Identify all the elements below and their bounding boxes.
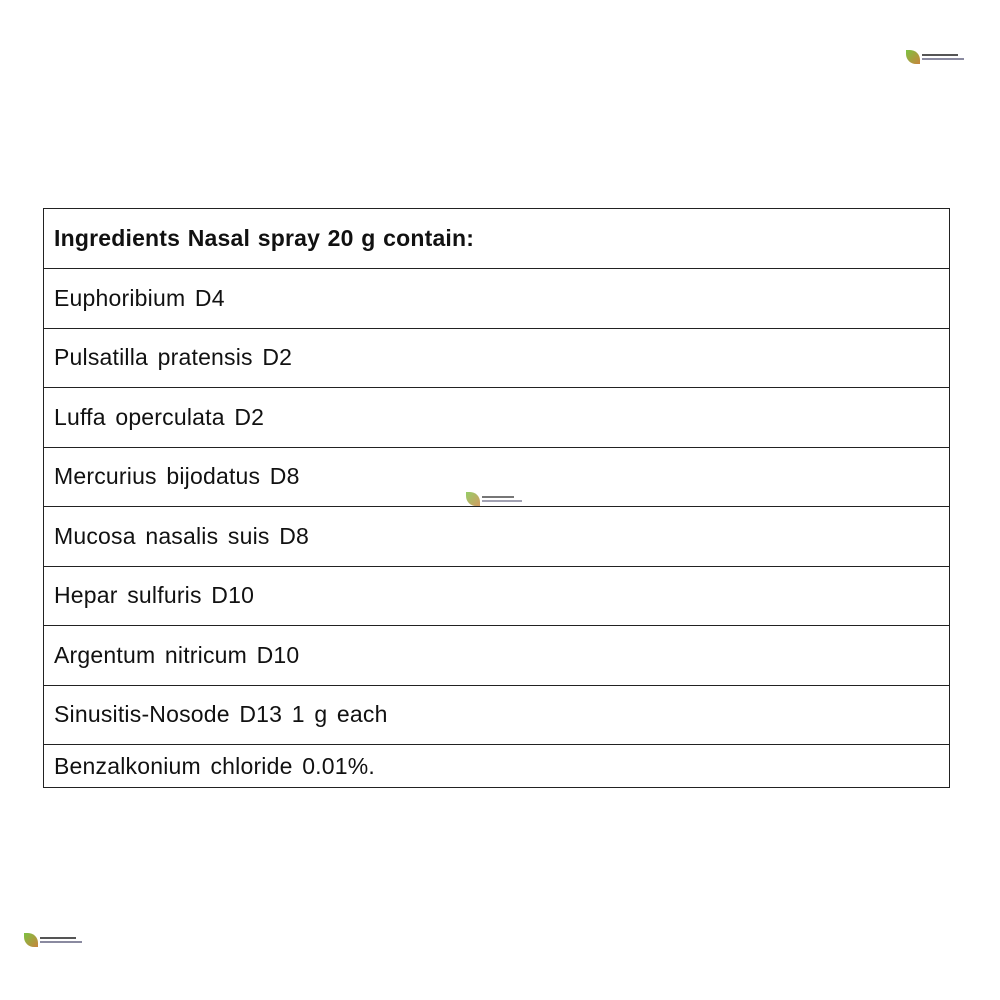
table-header: Ingredients Nasal spray 20 g contain:: [54, 225, 475, 251]
watermark-logo-bottom-left: [24, 933, 82, 947]
watermark-logo-top-right: [906, 50, 964, 64]
table-row: Luffa operculata D2: [44, 387, 949, 447]
leaf-logo-icon: [24, 933, 38, 947]
table-row: Euphoribium D4: [44, 268, 949, 328]
table-row: Sinusitis-Nosode D13 1 g each: [44, 685, 949, 745]
leaf-logo-icon: [906, 50, 920, 64]
table-row: Mucosa nasalis suis D8: [44, 506, 949, 566]
table-row: Hepar sulfuris D10: [44, 566, 949, 626]
table-row: Benzalkonium chloride 0.01%.: [44, 744, 949, 787]
ingredients-table: [43, 208, 950, 788]
table-row: Pulsatilla pratensis D2: [44, 328, 949, 388]
table-row: Argentum nitricum D10: [44, 625, 949, 685]
table-row: Mercurius bijodatus D8: [44, 447, 949, 507]
